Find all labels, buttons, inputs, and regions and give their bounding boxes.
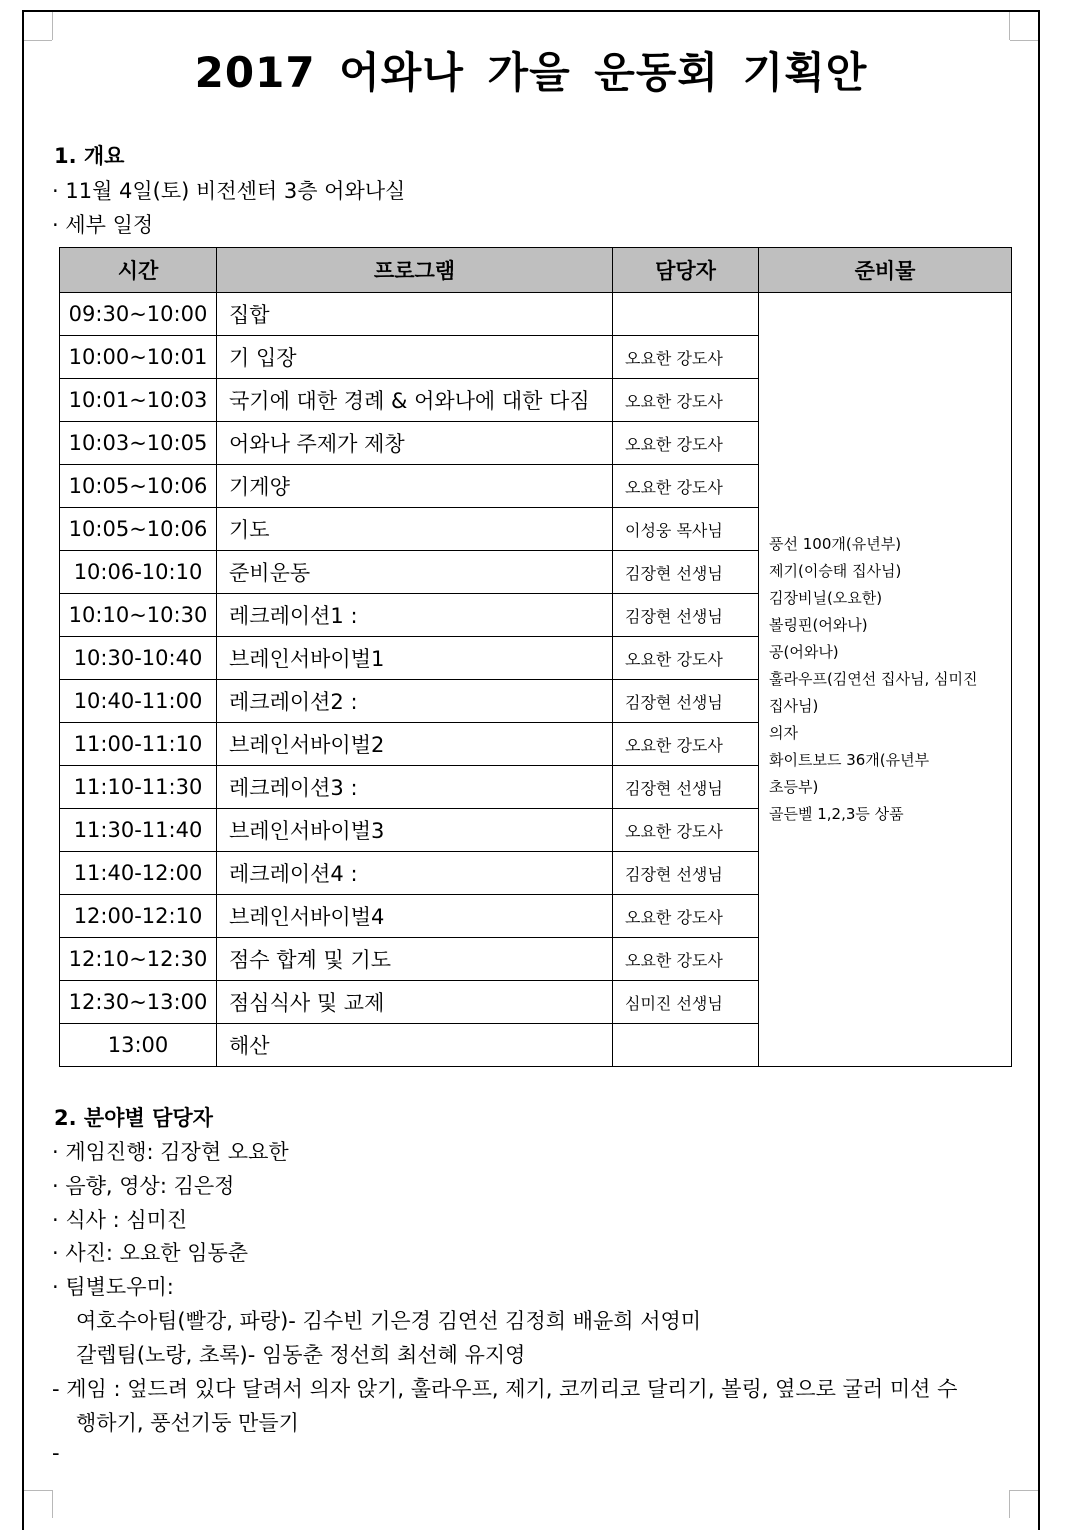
overview-date: · 11월 4일(토) 비전센터 3층 어와나실 [52, 179, 406, 203]
cell-time: 10:06-10:10 [60, 551, 217, 594]
material-item: 공(어와나) [769, 643, 839, 661]
cell-time: 13:00 [60, 1024, 217, 1067]
cell-time: 10:30-10:40 [60, 637, 217, 680]
cell-person [613, 1024, 759, 1067]
material-item: 볼링핀(어와나) [769, 616, 868, 634]
material-item: 집사님) [769, 697, 819, 715]
cell-program: 어와나 주제가 제창 [217, 422, 613, 465]
cell-program: 기 입장 [217, 336, 613, 379]
cell-person: 오요한 강도사 [613, 422, 759, 465]
cell-time: 10:03~10:05 [60, 422, 217, 465]
staff-photo: · 사진: 오요한 임동춘 [52, 1241, 249, 1265]
cell-time: 11:40-12:00 [60, 852, 217, 895]
cell-program: 레크레이션4 : [217, 852, 613, 895]
cell-time: 12:30~13:00 [60, 981, 217, 1024]
material-item: 풍선 100개(유년부) [769, 535, 902, 553]
corner-mark [52, 12, 53, 40]
cell-person: 김장현 선생님 [613, 852, 759, 895]
cell-person: 오요한 강도사 [613, 723, 759, 766]
cell-time: 09:30~10:00 [60, 293, 217, 336]
cell-time: 11:10-11:30 [60, 766, 217, 809]
trailing-dash: - [52, 1441, 60, 1465]
material-item: 제기(이승태 집사님) [769, 562, 902, 580]
cell-person: 오요한 강도사 [613, 938, 759, 981]
header-materials: 준비물 [759, 248, 1012, 293]
cell-time: 12:00-12:10 [60, 895, 217, 938]
material-item: 훌라우프(김연선 집사님, 심미진 [769, 670, 978, 688]
cell-person: 오요한 강도사 [613, 379, 759, 422]
cell-program: 기게양 [217, 465, 613, 508]
cell-program: 점수 합계 및 기도 [217, 938, 613, 981]
cell-person: 김장현 선생님 [613, 551, 759, 594]
cell-program: 해산 [217, 1024, 613, 1067]
table-header-row [60, 248, 1012, 293]
staff-game: · 게임진행: 김장현 오요한 [52, 1140, 289, 1164]
cell-program: 점심식사 및 교제 [217, 981, 613, 1024]
cell-program: 레크레이션1 : [217, 594, 613, 637]
table-row [60, 293, 1012, 336]
cell-program: 브레인서바이벌2 [217, 723, 613, 766]
cell-program: 준비운동 [217, 551, 613, 594]
section2-heading: 2. 분야별 담당자 [54, 1106, 213, 1130]
cell-time: 11:30-11:40 [60, 809, 217, 852]
cell-time: 10:05~10:06 [60, 465, 217, 508]
cell-program: 기도 [217, 508, 613, 551]
cell-person: 오요한 강도사 [613, 637, 759, 680]
cell-program: 국기에 대한 경례 & 어와나에 대한 다짐 [217, 379, 613, 422]
cell-time: 10:00~10:01 [60, 336, 217, 379]
games-line: - 게임 : 엎드려 있다 달려서 의자 앉기, 훌라우프, 제기, 코끼리코 달리기, 볼링, 옆으로 굴러 미션 수 [52, 1377, 958, 1401]
cell-time: 10:40-11:00 [60, 680, 217, 723]
cell-person: 이성웅 목사님 [613, 508, 759, 551]
staff-meal: · 식사 : 심미진 [52, 1208, 188, 1232]
overview-schedule: · 세부 일정 [52, 213, 154, 237]
cell-program: 레크레이션3 : [217, 766, 613, 809]
cell-person: 오요한 강도사 [613, 336, 759, 379]
document-title: 2017 어와나 가을 운동회 기획안 [194, 48, 868, 97]
cell-program: 레크레이션2 : [217, 680, 613, 723]
cell-program: 브레인서바이벌3 [217, 809, 613, 852]
corner-mark [52, 1490, 53, 1518]
corner-mark [24, 1490, 52, 1491]
cell-time: 10:10~10:30 [60, 594, 217, 637]
cell-program: 브레인서바이벌1 [217, 637, 613, 680]
cell-person: 김장현 선생님 [613, 594, 759, 637]
cell-person: 오요한 강도사 [613, 895, 759, 938]
corner-mark [1010, 1490, 1038, 1491]
team-caleb: 갈렙팀(노랑, 초록)- 임동춘 정선희 최선혜 유지영 [76, 1343, 526, 1367]
corner-mark [1009, 1490, 1010, 1518]
cell-program: 브레인서바이벌4 [217, 895, 613, 938]
section1-heading: 1. 개요 [54, 144, 125, 168]
material-item: 초등부) [769, 778, 819, 796]
cell-materials [759, 293, 1012, 1067]
cell-person: 오요한 강도사 [613, 809, 759, 852]
header-time: 시간 [60, 248, 217, 293]
cell-time: 12:10~12:30 [60, 938, 217, 981]
cell-person: 김장현 선생님 [613, 766, 759, 809]
header-program: 프로그램 [217, 248, 613, 293]
cell-person: 오요한 강도사 [613, 465, 759, 508]
document-page [22, 10, 1040, 1530]
staff-sound: · 음향, 영상: 김은정 [52, 1174, 235, 1198]
cell-time: 10:01~10:03 [60, 379, 217, 422]
material-item: 골든벨 1,2,3등 상품 [769, 805, 904, 823]
schedule-table [59, 247, 1012, 1067]
staff-helpers: · 팀별도우미: [52, 1275, 174, 1299]
cell-person: 심미진 선생님 [613, 981, 759, 1024]
cell-person: 김장현 선생님 [613, 680, 759, 723]
material-item: 김장비닐(오요한) [769, 589, 883, 607]
material-item: 의자 [769, 724, 798, 742]
cell-program: 집합 [217, 293, 613, 336]
games-line-cont: 행하기, 풍선기둥 만들기 [76, 1411, 299, 1435]
cell-person [613, 293, 759, 336]
team-joshua: 여호수아팀(빨강, 파랑)- 김수빈 기은경 김연선 김정희 배윤희 서영미 [76, 1309, 702, 1333]
corner-mark [1009, 12, 1010, 40]
material-item: 화이트보드 36개(유년부 [769, 751, 930, 769]
cell-time: 11:00-11:10 [60, 723, 217, 766]
header-person: 담당자 [613, 248, 759, 293]
cell-time: 10:05~10:06 [60, 508, 217, 551]
